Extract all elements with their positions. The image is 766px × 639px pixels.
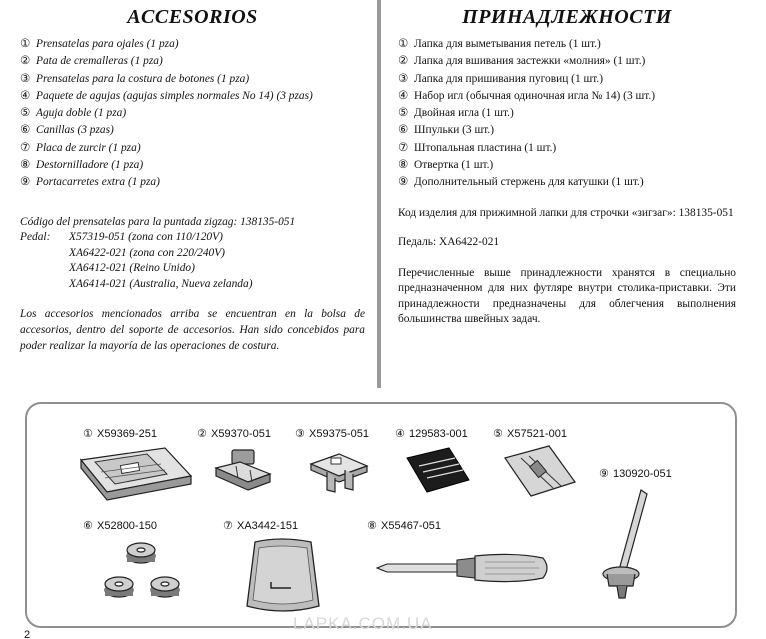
part-label-7: ⑦ XA3442-151 [223,520,299,532]
list-item: ③ Prensatelas para la costura de botones (1 pza) [20,72,250,85]
pedal-list [69,230,253,292]
storage-note: Перечисленные выше принадлежности хранятся в специально предназначенном для них футляре внутри столика-приставки. Эти принадлежности предназначены для облегчения выполнения большинства швейных задач. [398,266,736,326]
page-number: 2 [24,629,31,639]
darning-plate-icon [241,536,325,618]
part-label-6: ⑥ X52800-150 [83,520,157,532]
part-label-8: ⑧ X55467-051 [367,520,441,532]
part-label-3: ③ X59375-051 [295,428,369,440]
spool-pin-icon [597,488,657,600]
spanish-column [20,0,365,355]
list-item: ④ Набор игл (обычная одиночная игла № 14) (3 шт.) [398,89,656,102]
bobbins-icon [101,538,201,612]
russian-column [398,0,736,328]
pedal-code: XA6412-021 (Reino Unido) [69,262,195,275]
part-label-9: ⑨ 130920-051 [599,468,672,480]
russian-accessory-list [398,36,736,192]
list-item: ② Pata de cremalleras (1 pza) [20,55,163,68]
parts-illustration-panel [25,402,737,628]
storage-note: Los accesorios mencionados arriba se encuentran en la bolsa de accesorios, dentro del soporte de accesorios. Han sido concebidos para poder realizar la mayoría de las operaciones de costura. [20,308,365,352]
list-item: ① Prensatelas para ojales (1 pza) [20,38,179,50]
part-label-1: ① X59369-251 [83,428,157,440]
buttonhole-foot-icon [77,446,195,506]
pedal-code: XA6414-021 (Australia, Nueva zelanda) [69,277,253,290]
list-item: ⑤ Aguja doble (1 pza) [20,107,127,120]
list-item: ⑨ Portacarretes extra (1 pza) [20,176,160,189]
zigzag-foot-code: Код изделия для прижимной лапки для строчки «зигзаг»: 138135-051 [398,206,734,219]
spanish-accessory-list [20,36,365,192]
list-item: ⑦ Штопальная пластина (1 шт.) [398,141,557,154]
list-item: ⑤ Двойная игла (1 шт.) [398,107,514,120]
button-sewing-foot-icon [305,450,371,494]
list-item: ⑦ Placa de zurcir (1 pza) [20,141,141,154]
pedal-label: Pedal: [20,231,51,244]
list-item: ⑨ Дополнительный стержень для катушки (1 шт.) [398,176,644,189]
watermark: LAPKA.COM.UA [293,614,433,633]
spanish-heading: ACCESORIOS [127,6,258,28]
part-label-4: ④ 129583-001 [395,428,468,440]
zipper-foot-icon [210,448,278,494]
twin-needle-icon [503,444,577,498]
pedal-code: X57319-051 (zona con 110/120V) [69,231,223,244]
list-item: ⑥ Шпульки (3 шт.) [398,124,495,137]
list-item: ② Лапка для вшивания застежки «молния» (1 шт.) [398,55,646,68]
column-divider [377,0,381,388]
russian-heading: ПРИНАДЛЕЖНОСТИ [462,6,672,28]
list-item: ⑧ Отвертка (1 шт.) [398,159,494,172]
part-label-2: ② X59370-051 [197,428,271,440]
list-item: ⑥ Canillas (3 pzas) [20,124,114,137]
pedal-codes [20,230,365,292]
list-item: ④ Paquete de agujas (agujas simples normales No 14) (3 pzas) [20,89,313,102]
list-item: ① Лапка для выметывания петель (1 шт.) [398,38,601,50]
screwdriver-icon [375,548,551,588]
needle-pack-icon [405,446,471,494]
pedal-code: Педаль: XA6422-021 [398,236,500,249]
zigzag-foot-code: Código del prensatelas para la puntada zigzag: 138135-051 [20,215,296,228]
part-label-5: ⑤ X57521-001 [493,428,567,440]
list-item: ⑧ Destornilladore (1 pza) [20,159,144,172]
pedal-code: XA6422-021 (zona con 220/240V) [69,246,225,259]
list-item: ③ Лапка для пришивания пуговиц (1 шт.) [398,72,604,85]
